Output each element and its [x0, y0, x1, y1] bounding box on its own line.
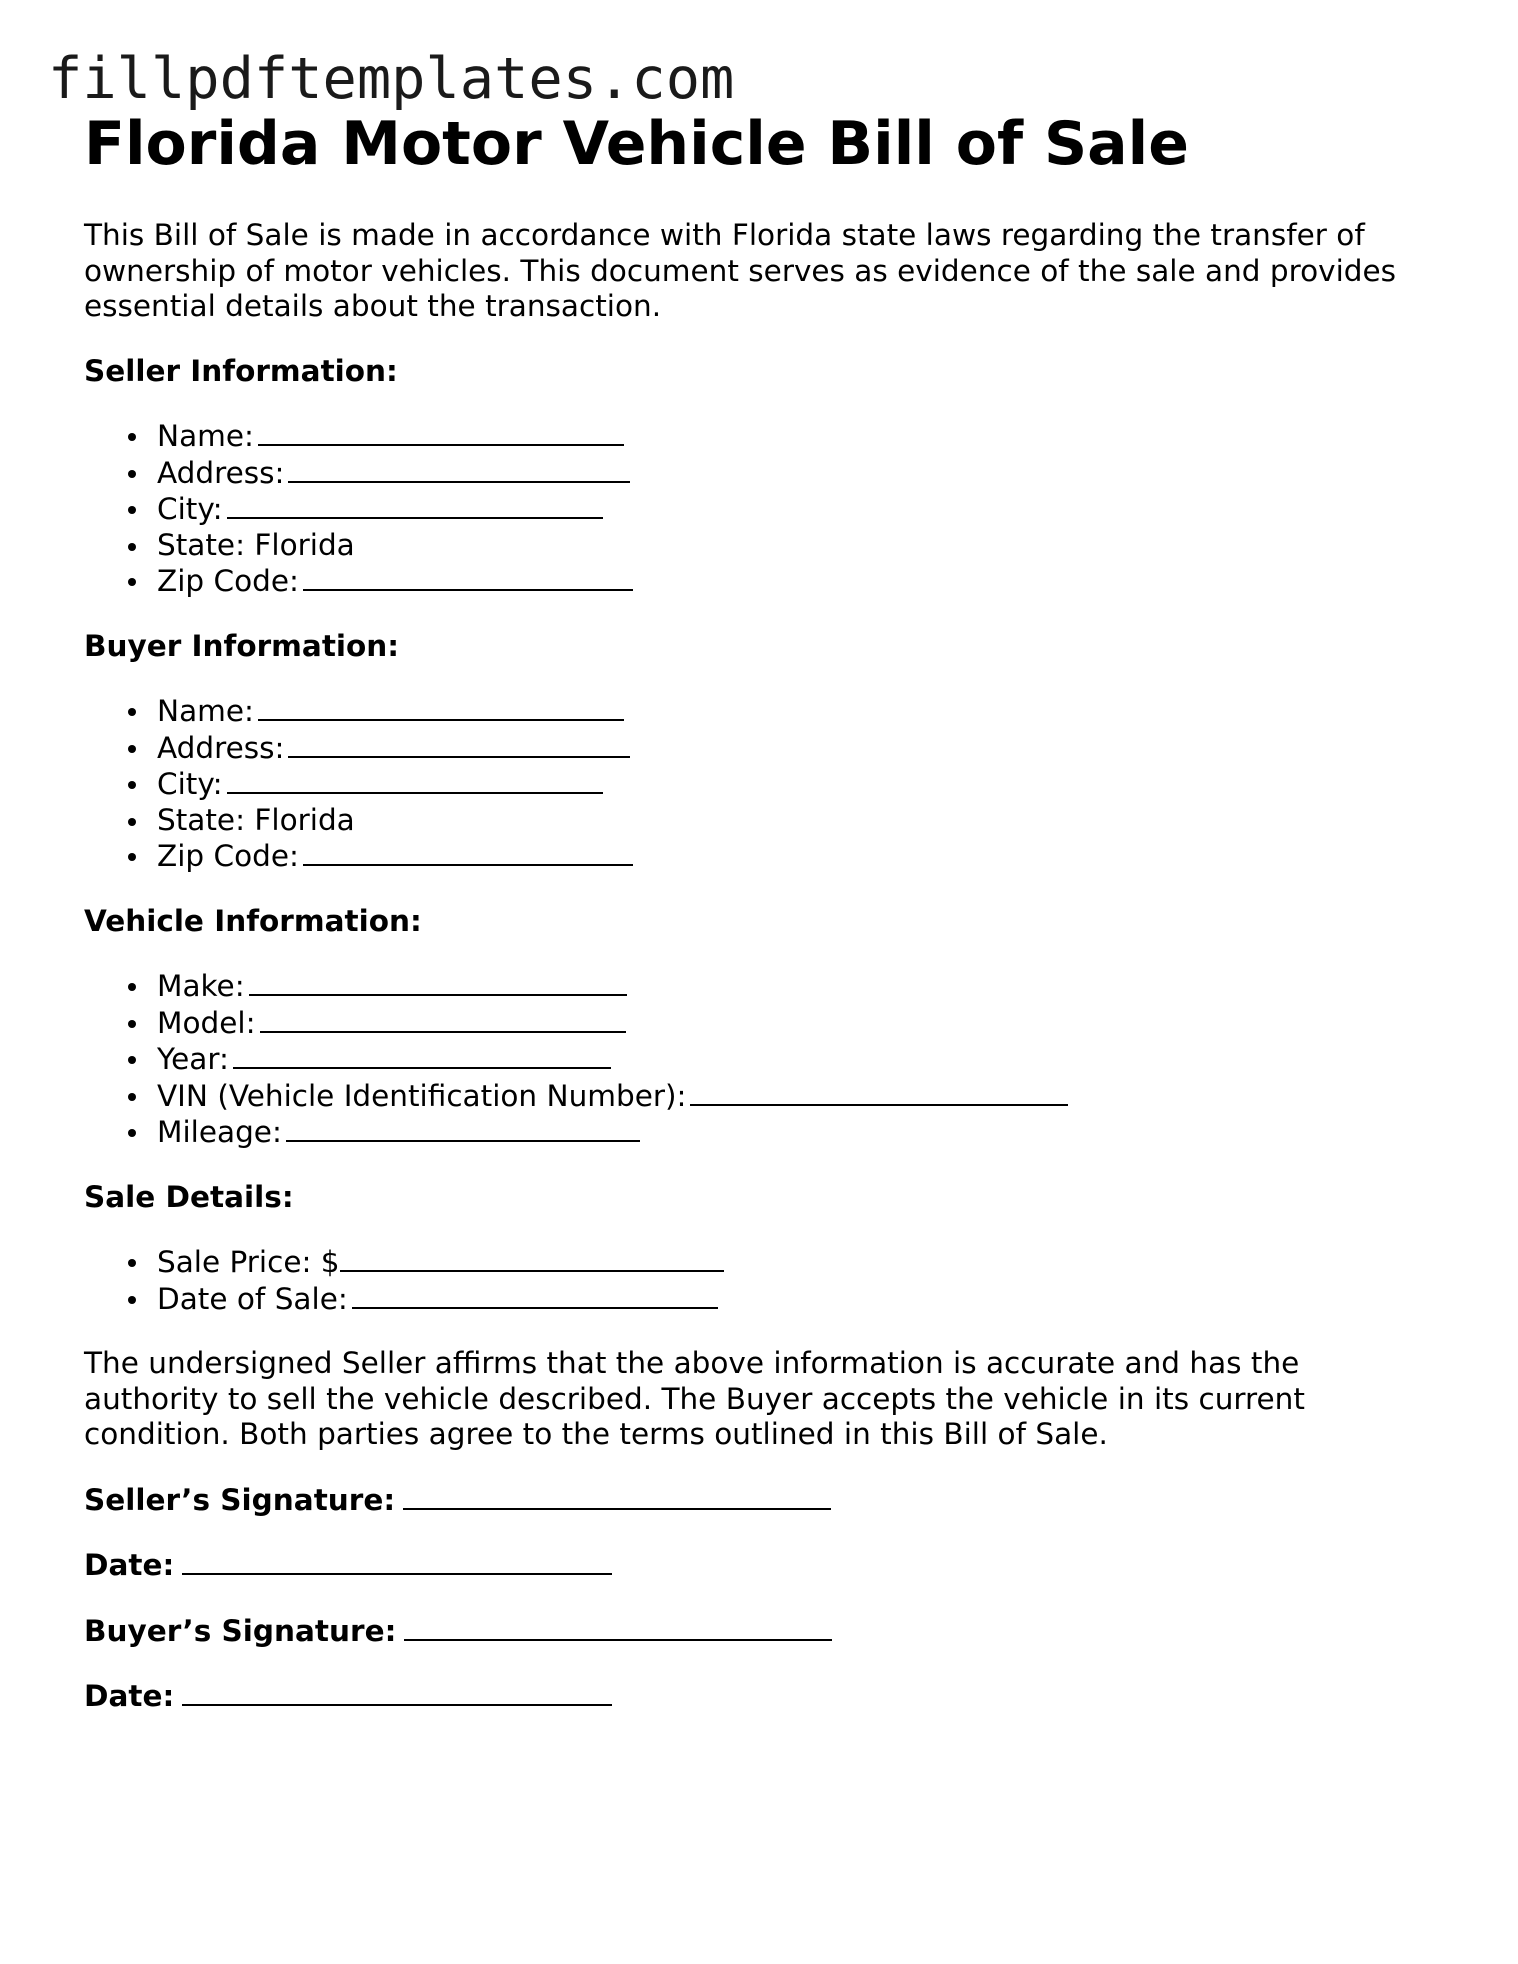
buyer-date-label: Date:	[84, 1679, 175, 1713]
closing-paragraph: The undersigned Seller affirms that the above information is accurate and has the authority to sell the vehicle described. The Buyer accepts the vehicle in its current condition. Both parties agree to the terms outlined in this Bill of Sale.	[84, 1346, 1305, 1451]
buyer-zip-label: Zip Code:	[157, 839, 299, 873]
sale-date-field[interactable]	[352, 1281, 718, 1309]
seller-name-item	[157, 418, 1434, 455]
buyer-signature-line	[84, 1613, 1434, 1650]
vehicle-model-label: Model:	[157, 1005, 256, 1040]
buyer-state-item	[157, 803, 1434, 839]
vehicle-make-field[interactable]	[249, 968, 627, 996]
buyer-name-label: Name:	[157, 694, 254, 728]
seller-heading: Seller Information:	[84, 353, 398, 388]
seller-date-label: Date:	[84, 1548, 175, 1582]
seller-city-label: City:	[157, 492, 223, 526]
buyer-fields	[84, 693, 1434, 875]
vehicle-fields	[84, 968, 1434, 1151]
vehicle-mileage-item	[157, 1114, 1434, 1151]
vehicle-mileage-label: Mileage:	[157, 1115, 282, 1149]
document	[84, 104, 1434, 1715]
seller-zip-field[interactable]	[303, 563, 633, 591]
vehicle-heading: Vehicle Information:	[84, 903, 422, 938]
buyer-name-item	[157, 693, 1434, 730]
buyer-signature-label: Buyer’s Signature:	[84, 1613, 397, 1648]
sale-date-label: Date of Sale:	[157, 1281, 348, 1316]
seller-address-label: Address:	[157, 455, 285, 490]
document-title: Florida Motor Vehicle Bill of Sale	[84, 109, 1189, 179]
seller-state-label: State: Florida	[157, 527, 355, 562]
vehicle-make-label: Make:	[157, 969, 245, 1003]
watermark: fillpdftemplates.com	[48, 46, 735, 112]
sale-price-field[interactable]	[340, 1244, 724, 1272]
buyer-address-item	[157, 730, 1434, 767]
seller-state-item	[157, 528, 1434, 564]
vehicle-mileage-field[interactable]	[286, 1114, 640, 1142]
buyer-zip-field[interactable]	[303, 838, 633, 866]
vehicle-vin-label: VIN (Vehicle Identification Number):	[157, 1078, 687, 1113]
seller-city-field[interactable]	[227, 491, 603, 519]
vehicle-year-label: Year:	[157, 1042, 229, 1076]
vehicle-model-item	[157, 1005, 1434, 1042]
buyer-date-line	[84, 1678, 1434, 1715]
seller-signature-field[interactable]	[403, 1482, 831, 1510]
sale-date-item	[157, 1281, 1434, 1318]
seller-city-item	[157, 491, 1434, 528]
buyer-city-field[interactable]	[227, 766, 603, 794]
vehicle-vin-field[interactable]	[690, 1078, 1068, 1106]
seller-signature-label: Seller’s Signature:	[84, 1482, 396, 1517]
buyer-city-label: City:	[157, 767, 223, 801]
seller-signature-line	[84, 1482, 1434, 1519]
seller-zip-item	[157, 563, 1434, 600]
vehicle-make-item	[157, 968, 1434, 1005]
sale-heading: Sale Details:	[84, 1179, 294, 1214]
buyer-heading: Buyer Information:	[84, 628, 400, 663]
seller-name-field[interactable]	[258, 418, 624, 446]
buyer-state-label: State: Florida	[157, 802, 355, 837]
seller-zip-label: Zip Code:	[157, 564, 299, 598]
seller-address-field[interactable]	[288, 455, 630, 483]
sale-price-label: Sale Price: $	[157, 1245, 340, 1279]
seller-name-label: Name:	[157, 419, 254, 453]
vehicle-year-field[interactable]	[233, 1041, 611, 1069]
seller-address-item	[157, 455, 1434, 492]
vehicle-vin-item	[157, 1078, 1434, 1115]
intro-paragraph: This Bill of Sale is made in accordance with Florida state laws regarding the transfer of ownership of motor vehicles. This document serves as evidence of the sale and provides essential details about the transaction.	[84, 218, 1397, 323]
buyer-signature-field[interactable]	[404, 1613, 832, 1641]
seller-date-line	[84, 1547, 1434, 1584]
sale-price-item	[157, 1244, 1434, 1281]
buyer-name-field[interactable]	[258, 693, 624, 721]
buyer-address-label: Address:	[157, 730, 285, 765]
sale-fields	[84, 1244, 1434, 1317]
seller-fields	[84, 418, 1434, 600]
buyer-date-field[interactable]	[182, 1678, 612, 1706]
buyer-city-item	[157, 766, 1434, 803]
seller-date-field[interactable]	[182, 1547, 612, 1575]
buyer-address-field[interactable]	[288, 730, 630, 758]
vehicle-year-item	[157, 1041, 1434, 1078]
buyer-zip-item	[157, 838, 1434, 875]
vehicle-model-field[interactable]	[260, 1005, 626, 1033]
